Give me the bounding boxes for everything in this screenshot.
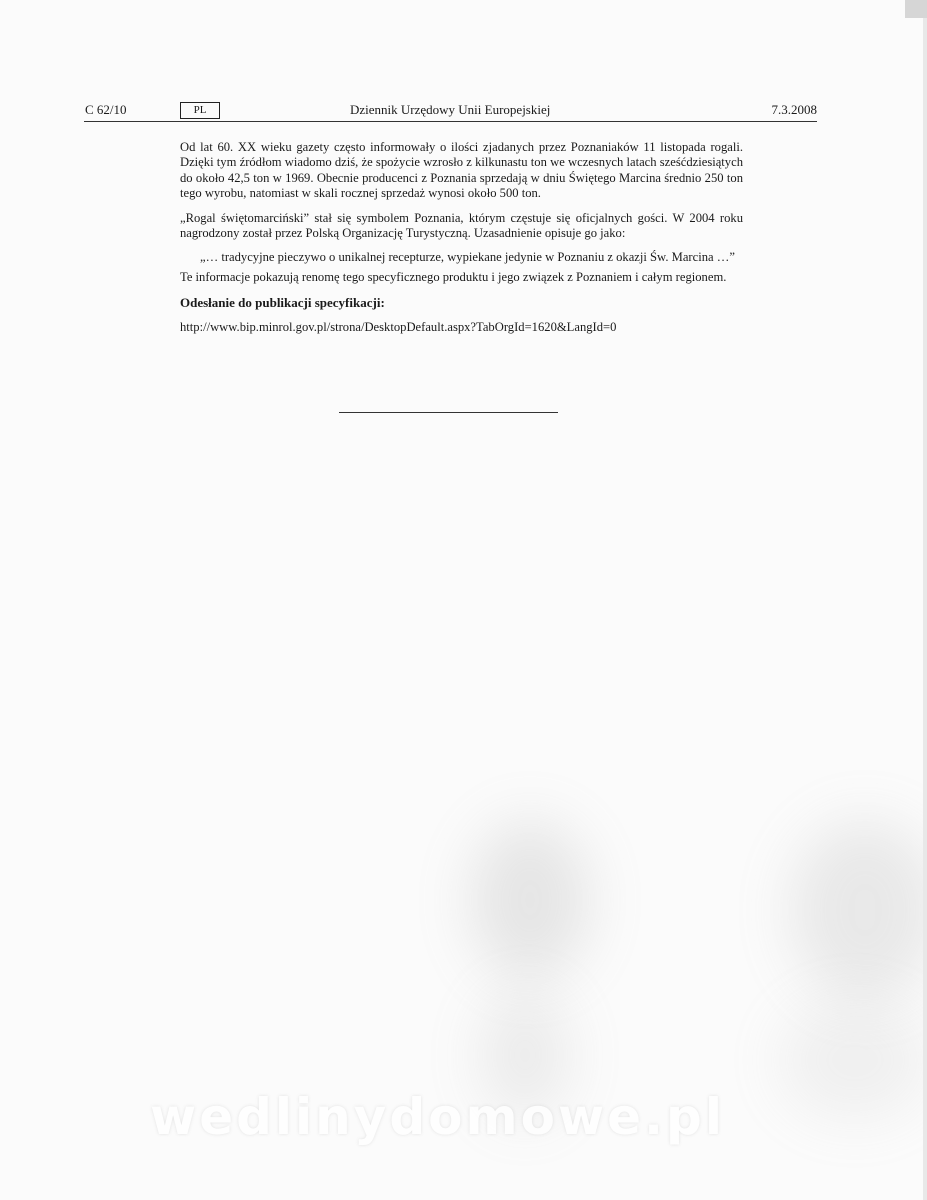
issue-number: C 62/10 [85,102,127,117]
publication-date: 7.3.2008 [771,102,817,117]
language-badge: PL [180,102,220,119]
paragraph-consumption-history: Od lat 60. XX wieku gazety często informowały o ilości zjadanych przez Poznaniaków 11 listopada rogali. Dzięki tym źródłom wiadomo dziś, że spożycie wzrosło z kilkunastu ton we wczesnych latach sześćdziesiątych do około 42,5 ton w 1969. Obecnie producenci z Poznania sprzedają w dniu Świętego Marcina średnio 250 ton tego wyrobu, natomiast w skali rocznej sprzedaż wynosi około 500 ton. [180,140,743,201]
scan-corner [905,0,927,18]
watermark: wedlinydomowe.pl [150,1088,725,1146]
header-rule [84,121,817,122]
paragraph-reputation: Te informacje pokazują renomę tego specyficznego produktu i jego związek z Poznaniem i całym regionem. [180,269,727,284]
scan-edge [923,0,927,1200]
document-body [180,140,743,344]
award-quote: „… tradycyjne pieczywo o unikalnej recepturze, wypiekane jedynie w Poznaniu z okazji Św. Marcina …” [200,250,735,265]
section-heading: Odesłanie do publikacji specyfikacji: [180,295,385,311]
scan-smudge [470,820,590,980]
specification-link[interactable]: http://www.bip.minrol.gov.pl/strona/DesktopDefault.aspx?TabOrgId=1620&LangId=0 [180,319,617,334]
scan-smudge [790,820,927,1000]
paragraph-symbol-of-poznan: „Rogal świętomarciński” stał się symbolem Poznania, którym częstuje się oficjalnych gości. W 2004 roku nagrodzony został przez Polską Organizację Turystyczną. Uzasadnienie opisuje go jako: [180,210,743,241]
journal-title: Dziennik Urzędowy Unii Europejskiej [350,102,551,117]
end-rule [339,412,558,413]
